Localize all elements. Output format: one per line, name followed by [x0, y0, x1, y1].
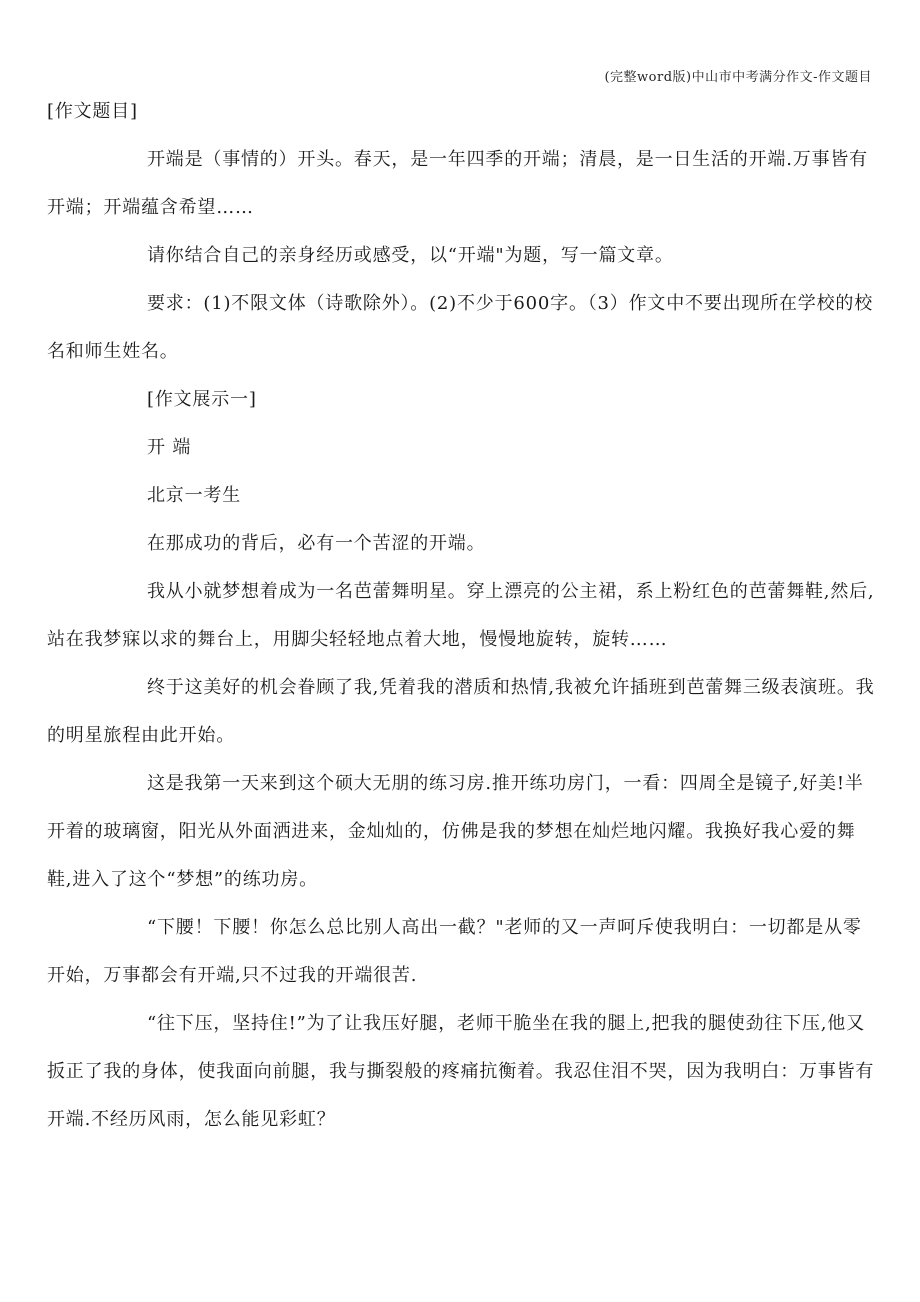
essay-paragraph-3: 终于这美好的机会眷顾了我,凭着我的潜质和热情,我被允许插班到芭蕾舞三级表演班。我的明星旅程由此开始。 [47, 677, 875, 746]
essay-section-label: [作文展示一] [147, 389, 257, 410]
essay-paragraph-2: 我从小就梦想着成为一名芭蕾舞明星。穿上漂亮的公主裙，系上粉红色的芭蕾舞鞋,然后,站在我梦寐以求的舞台上，用脚尖轻轻地点着大地，慢慢地旋转，旋转…… [47, 581, 875, 650]
essay-paragraph-6: “往下压，坚持住!”为了让我压好腿，老师干脆坐在我的腿上,把我的腿使劲往下压,他又扳正了我的身体，使我面向前腿，我与撕裂般的疼痛抗衡着。我忍住泪不哭，因为我明白：万事皆有开端.不经历风雨，怎么能见彩虹？ [47, 1013, 875, 1130]
essay-title: 开 端 [147, 437, 192, 458]
prompt-paragraph-1: 开端是（事情的）开头。春天，是一年四季的开端；清晨，是一日生活的开端.万事皆有开端；开端蕴含希望…… [47, 149, 868, 218]
prompt-paragraph-2: 请你结合自己的亲身经历或感受，以“开端"为题，写一篇文章。 [147, 245, 674, 266]
running-header: (完整word版)中山市中考满分作文-作文题目 [604, 70, 872, 85]
essay-paragraph-5: “下腰！下腰！你怎么总比别人高出一截？"老师的又一声呵斥使我明白：一切都是从零开始，万事都会有开端,只不过我的开端很苦. [47, 917, 862, 986]
prompt-section-label: [作文题目] [47, 101, 138, 122]
essay-paragraph-4: 这是我第一天来到这个硕大无朋的练习房.推开练功房门，一看：四周全是镜子,好美!半开着的玻璃窗，阳光从外面洒进来，金灿灿的，仿佛是我的梦想在灿烂地闪耀。我换好我心爱的舞鞋,进入了这个“梦想”的练功房。 [47, 773, 864, 890]
essay-author: 北京一考生 [147, 485, 241, 506]
prompt-requirements: 要求：(1)不限文体（诗歌除外）。(2)不少于600字。（3）作文中不要出现所在学校的校名和师生姓名。 [47, 293, 873, 362]
essay-paragraph-1: 在那成功的背后，必有一个苦涩的开端。 [147, 533, 486, 554]
document-body [47, 88, 877, 1144]
